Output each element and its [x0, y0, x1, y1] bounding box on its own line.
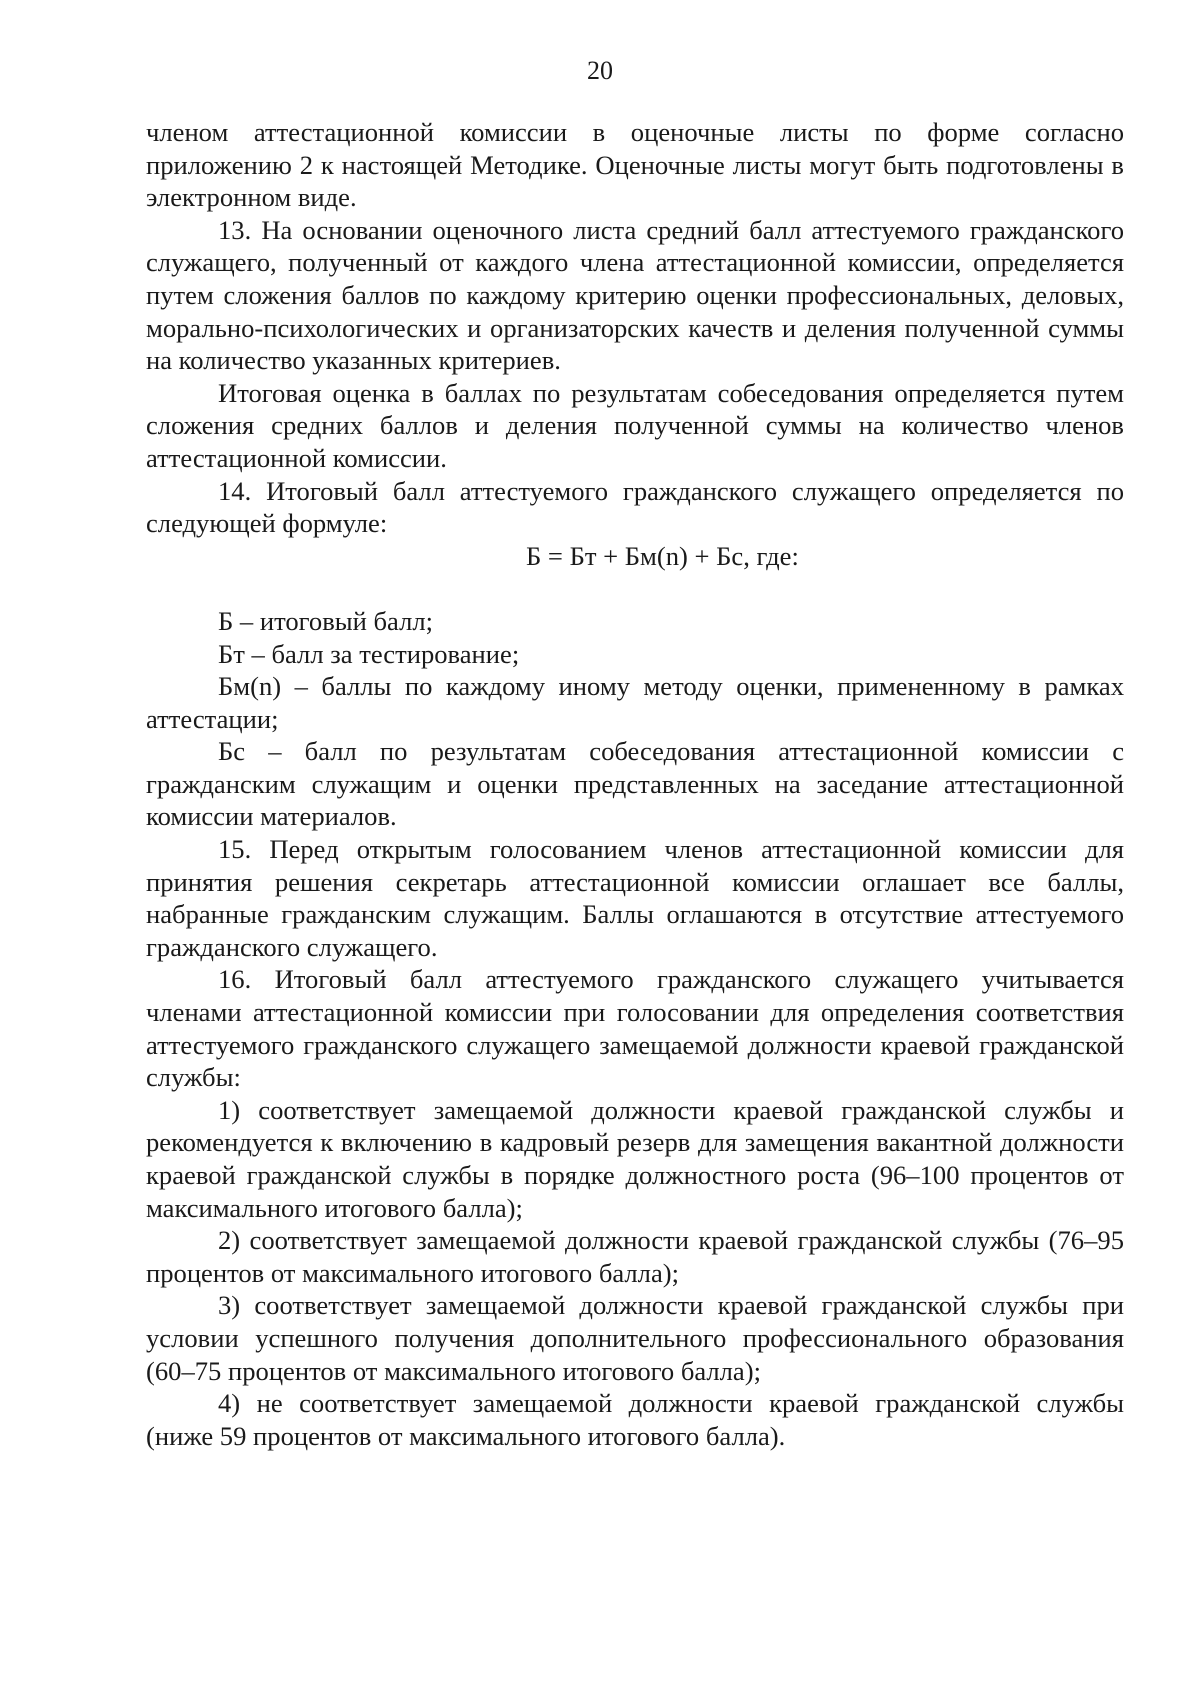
- page-number: 20: [587, 56, 613, 85]
- list-item-2: 2) соответствует замещаемой должности краевой гражданской службы (76–95 процентов от максимального итогового балла);: [146, 1225, 1124, 1288]
- document-body: [146, 116, 1124, 1452]
- list-item-1: 1) соответствует замещаемой должности краевой гражданской службы и рекомендуется к включению в кадровый резерв для замещения вакантной должности краевой гражданской службы в порядке должностного роста (96–100 процентов от максимального итогового балла);: [146, 1094, 1124, 1223]
- list-item-3: 3) соответствует замещаемой должности краевой гражданской службы при условии успешного получения дополнительного профессионального образования (60–75 процентов от максимального итогового балла);: [146, 1290, 1124, 1386]
- paragraph-14: 14. Итоговый балл аттестуемого гражданского служащего определяется по следующей формуле:: [146, 475, 1124, 539]
- definition-bt: Бт – балл за тестирование;: [218, 638, 520, 669]
- definition-b: Б – итоговый балл;: [218, 605, 434, 636]
- list-item-4: 4) не соответствует замещаемой должности краевой гражданской службы (ниже 59 процентов от максимального итогового балла).: [146, 1388, 1124, 1451]
- paragraph-continuation: членом аттестационной комиссии в оценочные листы по форме согласно приложению 2 к настоящей Методике. Оценочные листы могут быть подготовлены в электронном виде.: [146, 117, 1124, 213]
- paragraph-16: 16. Итоговый балл аттестуемого гражданского служащего учитывается членами аттестационной комиссии при голосовании для определения соответствия аттестуемого гражданского служащего замещаемой должности краевой гражданской службы:: [146, 964, 1124, 1093]
- formula: Б = Бт + Бм(n) + Бс, где:: [526, 540, 799, 571]
- definition-bm: Бм(n) – баллы по каждому иному методу оценки, примененному в рамках аттестации;: [146, 671, 1124, 734]
- spacer: [146, 572, 1124, 605]
- paragraph-15: 15. Перед открытым голосованием членов аттестационной комиссии для принятия решения секретарь аттестационной комиссии оглашает все баллы, набранные гражданским служащим. Баллы оглашаются в отсутствие аттестуемого гражданского служащего.: [146, 834, 1124, 962]
- definition-bs: Бс – балл по результатам собеседования аттестационной комиссии с гражданским служащим и оценки представленных на заседание аттестационной комиссии материалов.: [146, 736, 1124, 832]
- paragraph-final-assessment: Итоговая оценка в баллах по результатам собеседования определяется путем сложения средних баллов и деления полученной суммы на количество членов аттестационной комиссии.: [146, 377, 1124, 473]
- paragraph-13: 13. На основании оценочного листа средний балл аттестуемого гражданского служащего, полученный от каждого члена аттестационной комиссии, определяется путем сложения баллов по каждому критерию оценки профессиональных, деловых, морально-психологических и организаторских качеств и деления полученной суммы на количество указанных критериев.: [146, 214, 1124, 376]
